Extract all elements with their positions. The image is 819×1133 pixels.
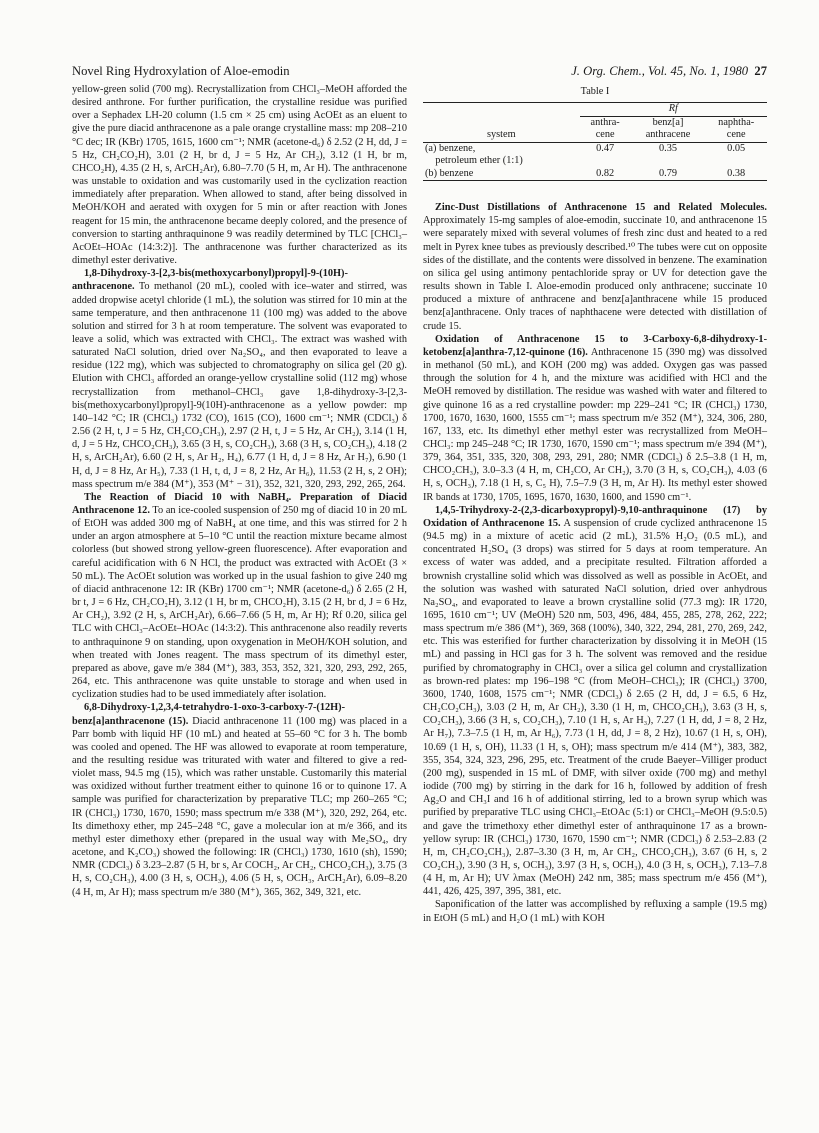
paragraph-heading: Zinc-Dust Distillations of Anthracenone 15 and Related Molecules.: [435, 202, 767, 214]
article-short-title: Novel Ring Hydroxylation of Aloe-emodin: [72, 64, 290, 78]
page-number: 27: [754, 64, 767, 78]
table-cell: 0.47: [596, 142, 615, 154]
paragraph: [423, 201, 767, 333]
paragraph-text: To an ice-cooled suspension of 250 mg of diacid 10 in 20 mL of EtOH was added 300 mg of NaBH₄ at one time, and this was stirred for 2 h under an argon atmosphere at 5–10 °C until the reaction mixture became almost colorless (but showed strong yellow-green fluorescence). After evaporation and careful acidification with 6 N HCl, the product was extracted with AcOEt (3 × 50 mL). The AcOEt solution was worked up in the usual fashion to give 240 mg of diacid anthracenone 12: IR (KBr) 1700 cm⁻¹; NMR (acetone-d₆) δ 2.65 (2 H, br t, J = 6 Hz, CH₂CO₂H), 3.12 (1 H, br m, CHCO₂H), 3.15 (2 H, br d, J = 6 Hz, Ar CH₂), 3.92 (2 H, s, ArCH₂Ar), 6.66–7.66 (5 H, m, Ar H); Rf 0.20, silica gel TLC with CHCl₃–AcOEt–HOAc (14:3:2). This anthracenone also readily reverts to anthraquinone 9 on standing, upon oxygenation in MeOH/KOH solution, and when treated with Jones reagent. The mass spectrum of its dimethyl ester, prepared as above, gave m/e 384 (M⁺), 383, 353, 352, 321, 320, 293, 292, 265, 264, etc. This anthracenone was quite unstable to storage and when used in cyclization studies had to be used immediately after isolation.: [72, 505, 408, 701]
table-cell: 0.82: [596, 167, 615, 179]
paragraph-heading: Oxidation of Anthracenone 15 to 3-Carboxy-6,8-dihydroxy-1-ketobenz[a]anthra-7,12-quinone (16).: [423, 333, 767, 358]
table-row: [423, 103, 767, 117]
paragraph-text: To methanol (20 mL), cooled with ice–water and stirred, was added dropwise acetyl chloride (1 mL), the solution was stirred for 10 min at the same temperature, and then anthracenone 11 (100 mg) was added to the above solution and stirred for 3 h at room temperature. The solvent was evaporated to leave a solid, which was extracted with CHCl₃. The extract was washed with saturated NaCl solution, dried over Na₂SO₄, and then evaporated to leave a residue (122 mg), which was subjected to chromatography on silica gel (20 g). Elution with CHCl₃ afforded an orange-yellow crystalline solid (112 mg) whose recrystallization from methanol–CHCl₃ gave 1,8-dihydroxy-3-[2,3-bis(methoxycarbonyl)propyl]-9(10H)-anthracenone as a yellow powder: mp 140–142 °C; IR (CHCl₃) 1732 (CO), 1615 (CO), 1600 cm⁻¹; NMR (CDCl₃) δ 2.56 (2 H, t, J = 5 Hz, CH₂CO₂CH₃), 2.97 (2 H, t, J = 5 Hz, Ar CH₂), 3.14 (1 H, d, J = 5 Hz, CHCO₂CH₃), 3.65 (3 H, s, CO₂CH₃), 3.68 (3 H, s, CO₂CH₃), 4.18 (2 H, s, ArCH₂Ar), 6.60 (2 H, s, Ar H₂, H₄), 6.77 (1 H, d, J = 8 Hz, Ar H₇), 6.90 (1 H, d, J = 8 Hz, Ar H₅), 7.33 (1 H, t, d, J = 8, 2 Hz, Ar H₆), 11.53 (2 H, s, 2 OH); mass spectrum m/e 384 (M⁺), 353 (M⁺ − 31), 352, 321, 320, 293, 292, 265, 264.: [72, 281, 407, 490]
paragraph: [423, 333, 767, 504]
row-label: (a) benzene, petroleum ether (1:1): [425, 142, 523, 167]
paragraph-text: Saponification of the latter was accomplished by refluxing a sample (19.5 mg) in EtOH (5 mL) and H₂O (1 mL) with KOH: [423, 899, 767, 924]
column-header: benz[a] anthracene: [645, 116, 691, 141]
row-label: (b) benzene: [425, 167, 474, 179]
column-header: anthra- cene: [590, 116, 620, 141]
right-column: [423, 83, 767, 925]
column-header: naphtha- cene: [718, 116, 755, 141]
paragraph: [72, 267, 407, 491]
paragraph: [72, 701, 407, 898]
rf-header: Rf: [580, 103, 767, 117]
journal-name: J. Org. Chem., Vol. 45, No. 1, 1980: [571, 64, 749, 78]
paragraph-heading: 6,8-Dihydroxy-1,2,3,4-tetrahydro-1-oxo-3-carboxy-7-(12H)-benz[a]anthracenone (15).: [72, 702, 346, 727]
paragraph: [72, 491, 407, 702]
table-1: [423, 85, 767, 181]
paragraph-heading: 1,8-Dihydroxy-3-[2,3-bis(methoxycarbonyl)propyl]-9-(10H)-anthracenone.: [72, 268, 348, 293]
paragraph-heading: 1,4,5-Trihydroxy-2-(2,3-dicarboxypropyl)-9,10-anthraquinone (17) by Oxidation of Anthracenone 15.: [423, 504, 767, 529]
paragraph: [423, 504, 767, 899]
rf-table: [423, 102, 767, 181]
paragraph: [72, 83, 407, 267]
table-header-row: [423, 116, 767, 142]
table-row: [423, 142, 767, 168]
table-cell: 0.79: [658, 167, 678, 179]
paragraph-text: Anthracenone 15 (390 mg) was dissolved in methanol (50 mL), and KOH (200 mg) was added. Oxygen gas was passed through the solution for 4 h, and the mixture was acidified with HCl and the MeOH removed by distillation. The residue was washed with water and filtered to give quinone 16 as a red crystalline powder: mp 229–241 °C; IR (CHCl₃) 1730, 1700, 1670, 1630, 1600, 1555 cm⁻¹; mass spectrum m/e 352 (M⁺), 324, 306, 280, 167, 133, etc. Its dimethyl ether methyl ester was recrystallized from MeOH–CHCl₃: mp 245–248 °C; IR 1730, 1670, 1590 cm⁻¹; mass spectrum m/e 394 (M⁺), 379, 364, 351, 335, 320, 308, 293, 291, 280; NMR (CDCl₃) δ 2.5–3.8 (1 H, m, CHCO₂CH₃), 3.0–3.3 (4 H, m, CH₂CO, Ar CH₂), 3.70 (3 H, s, CO₂CH₃), 4.03 (6 H, s, OCH₃), 7.18 (1 H, s, C₅ H), 7.5–7.9 (3 H, m, Ar H). Its methyl ester showed IR bands at 1730, 1705, 1695, 1670, 1630, 1600, and 1590 cm⁻¹.: [423, 346, 767, 503]
column-header: system: [487, 129, 516, 141]
paragraph-text: Approximately 15-mg samples of aloe-emodin, succinate 10, and anthracenone 15 were separately mixed with several volumes of fresh zinc dust and heated to a red melt in Pyrex knee tubes as previously described.¹⁰ The tubes were cut on opposite sides of the distillate, and the contents were dissolved in benzene. The examination on silica gel using antimony pentachloride spray or UV for detection gave the results shown in Table I. Aloe-emodin produced only anthracene; succinate 10 produced a mixture of anthracene and benz[a]anthracene while 15 produced benz[a]anthracene. Only traces of naphthacene were detected with distillation of crude 15.: [423, 215, 767, 332]
table-title: Table I: [580, 86, 610, 97]
journal-citation: [571, 64, 767, 79]
paragraph-text: Diacid anthracenone 11 (100 mg) was placed in a Parr bomb with liquid HF (10 mL) and heated at 55–60 °C for 3 h. The bomb was cooled and opened. The HF was allowed to evaporate at room temperature, and the resulting residue was triturated with water and filtered to give a red-violet mass, 94.5 mg (15), which was rather unstable. Customarily this material was oxidized without further treatment either to quinone 16 or to quinone 17. A sample was purified for characterization by preparative TLC; mp 260–265 °C; IR (CHCl₃) 1730, 1670, 1590; mass spectrum m/e 338 (M⁺), 320, 292, 264, etc. Its dimethoxy ether, mp 245–248 °C, gave a molecular ion at m/e 366, and its methyl ester dimethoxy ether (prepared in the usual way with Me₂SO₄, dry acetone, and K₂CO₃) showed the following: IR (CHCl₃) 1730, 1610 (sh), 1590; NMR (CDCl₃) δ 3.23–2.87 (5 H, br s, Ar COCH₂, Ar CH₂, CHCO₂CH₃), 3.75 (3 H, s, CO₂CH₃), 4.00 (3 H, s, OCH₃), 4.06 (5 H, s, OCH₃, ArCH₂Ar), 6.09–8.20 (4 H, m, Ar H); mass spectrum m/e 380 (M⁺), 365, 362, 349, 321, etc.: [72, 715, 407, 898]
left-column: [72, 83, 407, 899]
table-cell: 0.38: [727, 167, 746, 179]
table-cell: 0.05: [727, 142, 746, 154]
paragraph-heading: The Reaction of Diacid 10 with NaBH₄. Preparation of Diacid Anthracenone 12.: [72, 491, 407, 516]
paragraph: [423, 898, 767, 924]
table-cell: 0.35: [658, 142, 678, 154]
running-header: [72, 64, 767, 80]
table-row: [423, 168, 767, 181]
paragraph-text: yellow-green solid (700 mg). Recrystallization from CHCl₃–MeOH afforded the desired anthrone. For further purification, the crystalline residue was purified over a Sephadex LH-20 column (1.5 cm × 25 cm) using AcOEt as an eluent to give the pure diacid anthracenone as a pale orange crystalline mass: mp 208–210 °C dec; IR (KBr) 1705, 1615, 1600 cm⁻¹; NMR (acetone-d₆) δ 2.52 (2 H, dd, J = 5 Hz, CH₂CO₂H), 3.01 (2 H, br d, J = 5 Hz, Ar CH₂), 3.12 (1 H, br m, CHCO₂H), 4.35 (2 H, s, ArCH₂Ar), 6.80–7.70 (5 H, m, Ar H). The anthracenone was unstable to oxidation and was customarily used in the cyclization reaction immediately after preparation. When allowed to stand, after being dissolved in MeOH/KOH and aerated with oxygen for 5 min or after reaction with Jones reagent for 15 min, the anthracenone became deeply colored, and the presence of conversion to starting anthraquinone 9 was readily determined by TLC [CHCl₃–AcOEt–HOAc (14:3:2)]. The anthracenone was further characterized as its dimethyl ester derivative.: [72, 84, 407, 267]
paragraph-text: A suspension of crude cyclized anthracenone 15 (94.5 mg) in a mixture of acetic acid (2 mL), 31.5% H₂O₂ (0.5 mL), and concentrated H₂SO₄ (3 drops) was stirred for 5 days at room temperature. An excess of water was added, and a precipitate resulted. Filtration afforded a brownish crystalline solid which was dissolved as well as possible in AcOEt, and the solution was washed with saturated NaCl solution, dried over anhydrous Na₂SO₄, and evaporated to leave a brown crystalline solid (77.3 mg): IR 1720, 1695, 1610 cm⁻¹; UV (MeOH) 520 nm, 503, 496, 484, 455, 285, 278, 262, 222; mass spectrum m/e 386 (M⁺), 369, 368 (100%), 340, 322, 294, 281, 270, 269, 242, etc. This was esterified for further characterization by dissolving it in MeOH (15 mL) and passing in HCl gas for 3 h. The solvent was removed and the residue purified by chromatography in CHCl₃ over a silica gel column and crystallization as brown-red plates: mp 196–198 °C (from MeOH–CHCl₃); IR (CHCl₃) 3700, 3600, 1740, 1608, 1575 cm⁻¹; NMR (CDCl₃) δ 2.65 (2 H, dd, J = 6.5, 6 Hz, CH₂CO₂CH₃), 3.03 (2 H, m, Ar CH₂), 3.30 (1 H, m, CHCO₂CH₃), 3.63 (3 H, s, CO₂CH₃), 3.66 (3 H, s, CO₂CH₃), 7.10 (1 H, s, Ar H₃), 7.27 (1 H, dd, J = 8, 2 Hz, Ar H₇), 7.3–7.5 (1 H, m, Ar H₆), 7.73 (1 H, dd, J = 8, 2 Hz), 10.67 (1 H, s, OH), 10.69 (1 H, s, OH), 11.33 (1 H, s, OH); mass spectrum m/e 414 (M⁺), 383, 382, 355, 354, 324, 323, 296, 295, etc. Treatment of the crude Baeyer–Villiger product (200 mg), suspended in 15 mL of DMF, with silver oxide (700 mg) and methyl iodide (700 mg) by stirring in the dark for 16 h, followed by addition of fresh Ag₂O and CH₃I and 16 h of additional stirring, led to a brown syrup which was purified by preparative TLC using CHCl₃–EtOAc (5:1) or CHCl₃–MeOH (9.5:0.5) and gave the trimethoxy ether dimethyl ester of anthraquinone 17 as a brown-yellow syrup: IR (CHCl₃) 1730, 1670, 1590 cm⁻¹; NMR (CDCl₃) δ 2.53–2.83 (2 H, m, CH₂CO₂CH₃), 2.87–3.30 (3 H, m, Ar CH₂, CHCO₂CH₃), 3.67 (6 H, s, 2 CO₂CH₃), 3.90 (3 H, s, OCH₃), 3.97 (3 H, s, OCH₃), 4.0 (3 H, s, OCH₃), 7.13–7.8 (4 H, m, Ar H); UV λmax (MeOH) 242 nm, 385; mass spectrum m/e 456 (M⁺), 441, 426, 425, 397, 395, 381, etc.: [423, 517, 767, 898]
